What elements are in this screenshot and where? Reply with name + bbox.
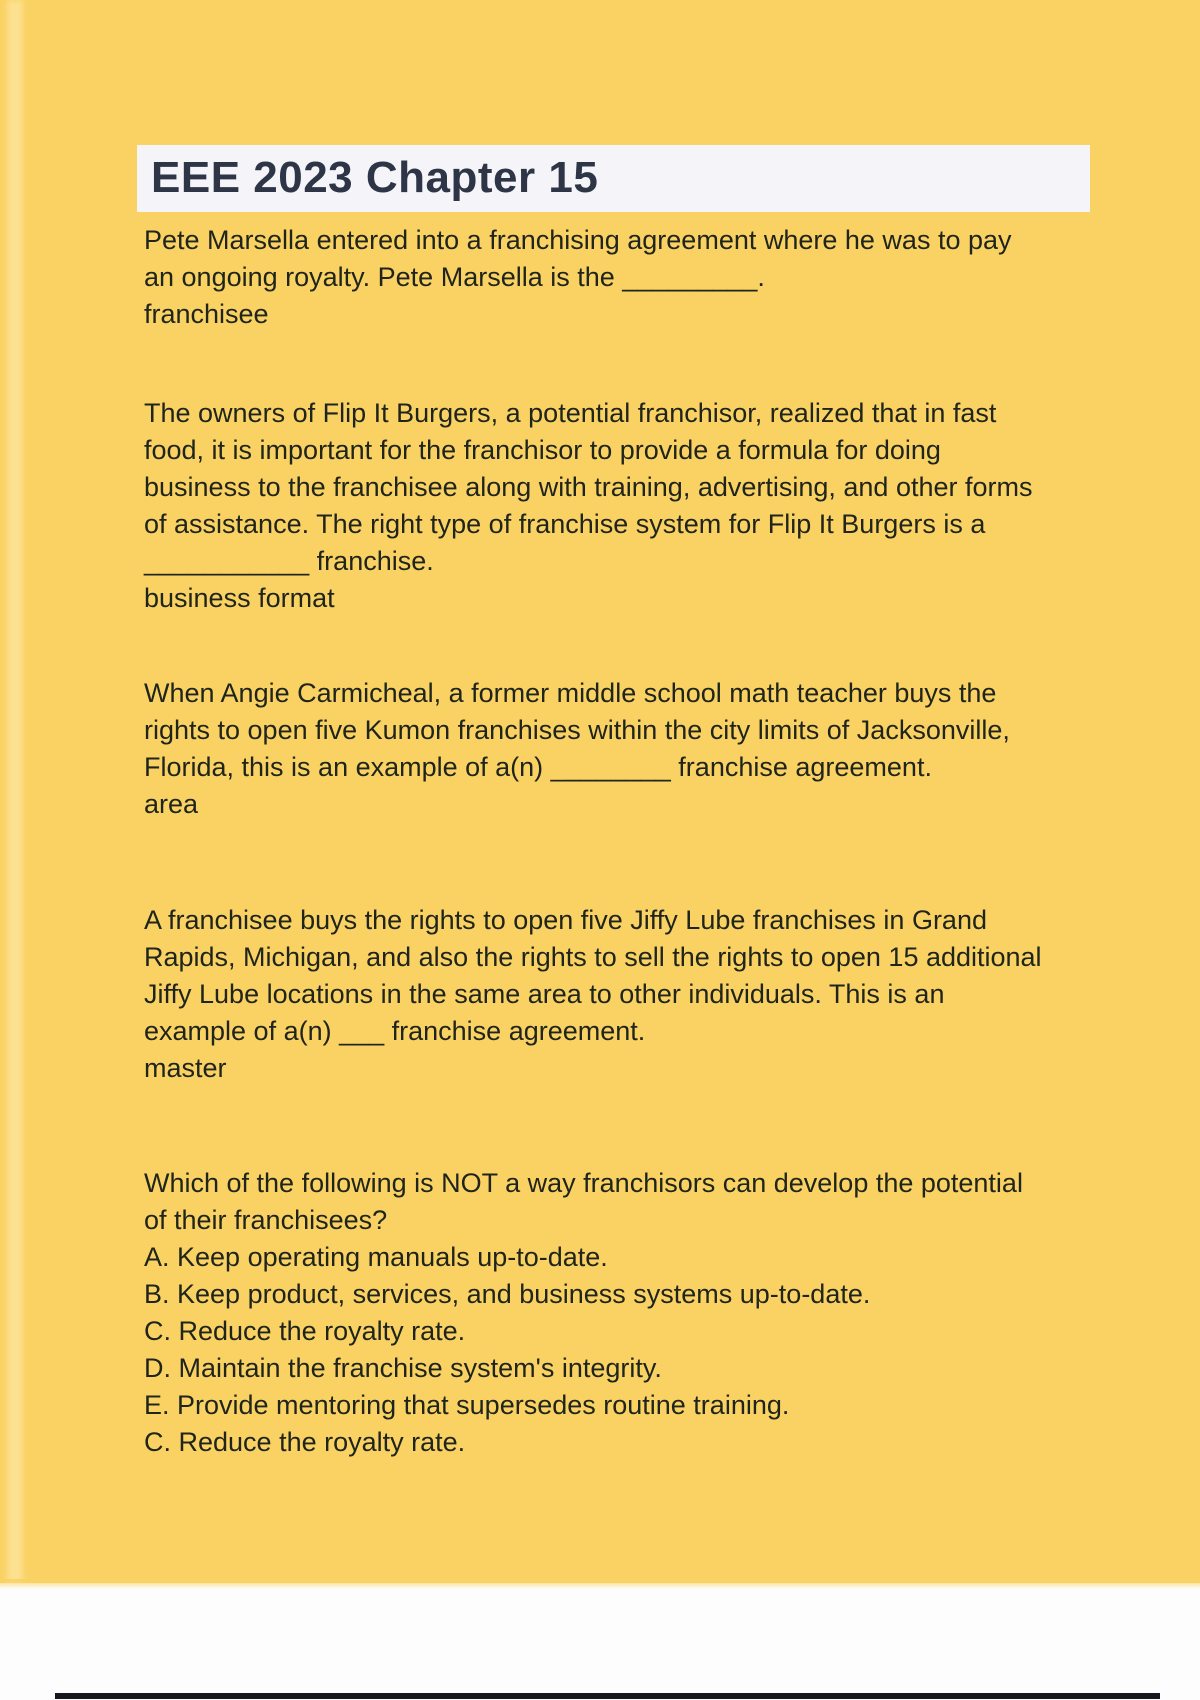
qa-block [144, 675, 1084, 823]
footer-rule [55, 1693, 1160, 1699]
question-line: an ongoing royalty. Pete Marsella is the _________. [144, 262, 765, 292]
question-line: rights to open five Kumon franchises within the city limits of Jacksonville, [144, 715, 1010, 745]
answer-text: franchisee [144, 299, 269, 329]
page-title: EEE 2023 Chapter 15 [151, 153, 599, 202]
qa-block [144, 395, 1084, 617]
question-line: The owners of Flip It Burgers, a potential franchisor, realized that in fast [144, 398, 997, 428]
answer-text: master [144, 1053, 227, 1083]
qa-block [144, 902, 1084, 1087]
answer-choice-c: C. Reduce the royalty rate. [144, 1316, 466, 1346]
answer-choice-d: D. Maintain the franchise system's integrity. [144, 1353, 662, 1383]
question-line: When Angie Carmicheal, a former middle school math teacher buys the [144, 678, 997, 708]
question-line: A franchisee buys the rights to open five Jiffy Lube franchises in Grand [144, 905, 987, 935]
answer-choice-a: A. Keep operating manuals up-to-date. [144, 1242, 608, 1272]
question-line: Rapids, Michigan, and also the rights to sell the rights to open 15 additional [144, 942, 1042, 972]
document-content [144, 222, 1084, 1461]
question-line: Florida, this is an example of a(n) ________ franchise agreement. [144, 752, 932, 782]
question-line: of assistance. The right type of franchise system for Flip It Burgers is a [144, 509, 986, 539]
qa-block [144, 222, 1084, 333]
question-line: example of a(n) ___ franchise agreement. [144, 1016, 646, 1046]
qa-block [144, 1165, 1084, 1461]
answer-choice-b: B. Keep product, services, and business systems up-to-date. [144, 1279, 871, 1309]
question-line: food, it is important for the franchisor to provide a formula for doing [144, 435, 941, 465]
question-line: of their franchisees? [144, 1205, 388, 1235]
answer-text: area [144, 789, 199, 819]
answer-text: business format [144, 583, 335, 613]
answer-text: C. Reduce the royalty rate. [144, 1427, 466, 1457]
question-line: Pete Marsella entered into a franchising agreement where he was to pay [144, 225, 1012, 255]
question-line: ___________ franchise. [144, 546, 434, 576]
page-title-bar [137, 145, 1090, 212]
answer-choice-e: E. Provide mentoring that supersedes routine training. [144, 1390, 790, 1420]
question-line: Jiffy Lube locations in the same area to other individuals. This is an [144, 979, 945, 1009]
footer-fade [0, 1579, 1200, 1589]
question-line: business to the franchisee along with training, advertising, and other forms [144, 472, 1033, 502]
question-line: Which of the following is NOT a way franchisors can develop the potential [144, 1168, 1023, 1198]
footer-band [0, 1583, 1200, 1700]
left-edge-stripe [7, 0, 23, 1585]
